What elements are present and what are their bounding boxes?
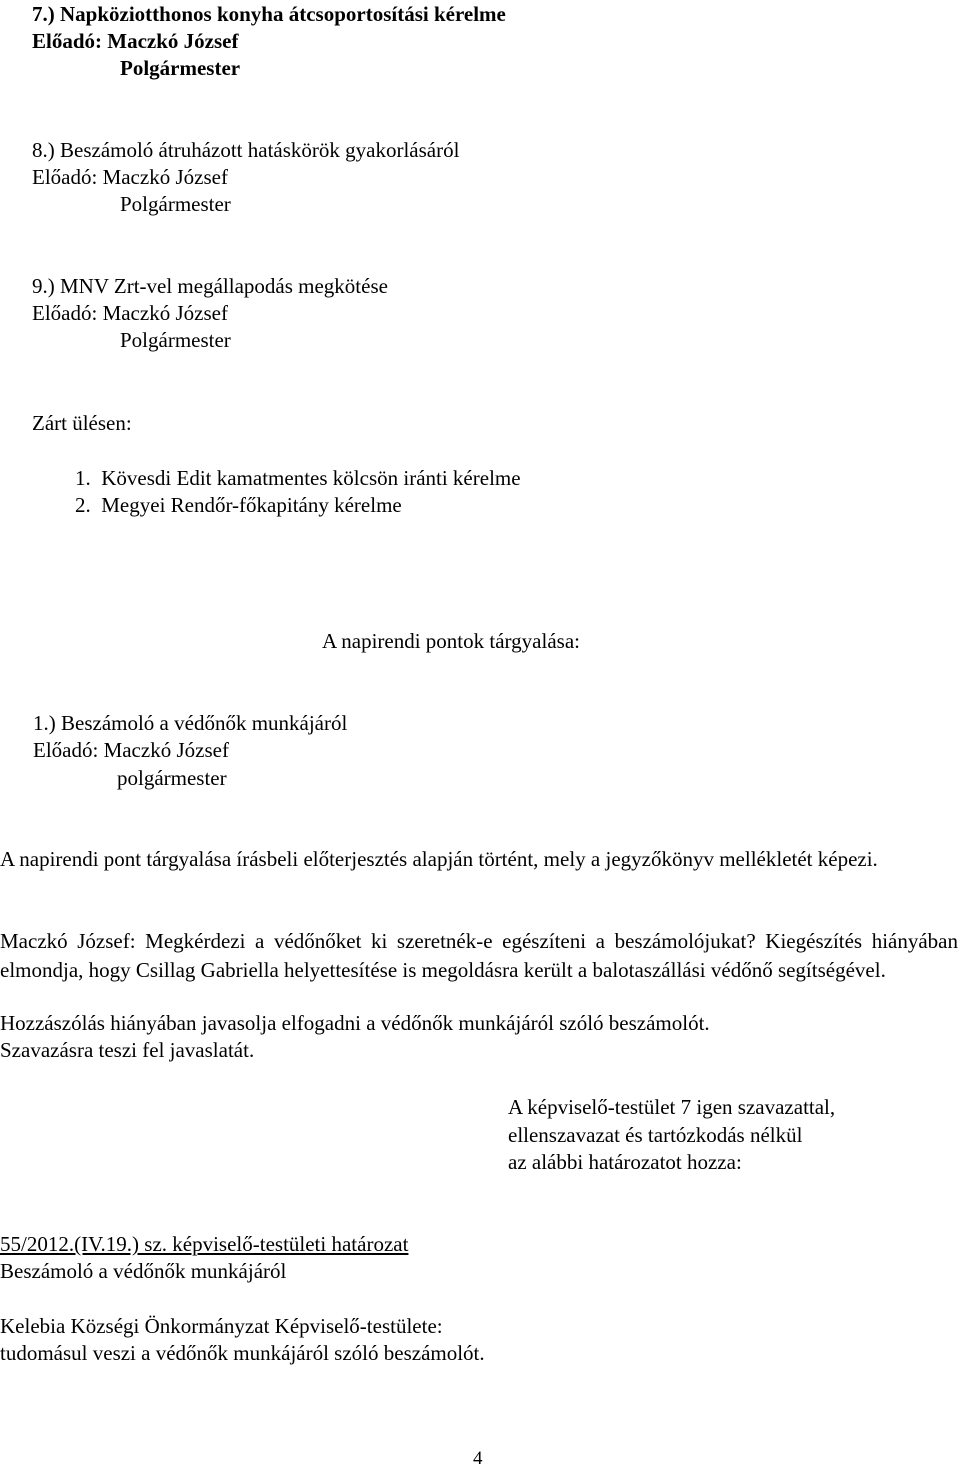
- agenda-item-8-role: Polgármester: [120, 192, 231, 216]
- agenda-item-7-title: 7.) Napköziotthonos konyha átcsoportosítási kérelme: [32, 2, 506, 26]
- closed-session-heading: Zárt ülésen:: [32, 411, 132, 435]
- vote-line-2: ellenszavazat és tartózkodás nélkül: [508, 1123, 803, 1147]
- resolution-text: tudomásul veszi a védőnők munkájáról szóló beszámolót.: [0, 1341, 485, 1365]
- resolution-number: 55/2012.(IV.19.) sz. képviselő-testületi határozat: [0, 1232, 409, 1256]
- item-1-presenter: Előadó: Maczkó József: [33, 738, 229, 762]
- agenda-item-9-role: Polgármester: [120, 328, 231, 352]
- agenda-item-8-title: 8.) Beszámoló átruházott hatáskörök gyakorlásáról: [32, 138, 460, 162]
- paragraph-proposal: Hozzászólás hiányában javasolja elfogadni a védőnők munkájáról szóló beszámolót.: [0, 1011, 710, 1035]
- vote-line-1: A képviselő-testület 7 igen szavazattal,: [508, 1095, 836, 1119]
- paragraph-speaker: [0, 927, 958, 985]
- speaker-name: Maczkó József: [0, 929, 130, 953]
- vote-line-3: az alábbi határozatot hozza:: [508, 1150, 742, 1174]
- closed-session-item-2: 2. Megyei Rendőr-főkapitány kérelme: [75, 493, 402, 517]
- item-1-title: 1.) Beszámoló a védőnők munkájáról: [33, 711, 348, 735]
- agenda-item-7-presenter: Előadó: Maczkó József: [32, 29, 239, 53]
- agenda-item-9-presenter: Előadó: Maczkó József: [32, 301, 228, 325]
- closed-session-item-1: 1. Kövesdi Edit kamatmentes kölcsön iránti kérelme: [75, 466, 521, 490]
- paragraph-presentation: A napirendi pont tárgyalása írásbeli előterjesztés alapján történt, mely a jegyzőkönyv mellékletét képezi.: [0, 847, 878, 871]
- item-1-role: polgármester: [117, 766, 227, 790]
- speaker-statement: : Megkérdezi a védőnőket ki szeretnék-e egészíteni a beszámolójukat? Kiegészítés hiányában elmondja, hogy Csillag Gabriella helyettesítése is megoldásra került a balotaszállási védőnő segítségével.: [0, 929, 958, 982]
- agenda-item-8-presenter: Előadó: Maczkó József: [32, 165, 228, 189]
- page-number: 4: [473, 1448, 483, 1469]
- resolution-body-heading: Kelebia Községi Önkormányzat Képviselő-testülete:: [0, 1314, 443, 1338]
- agenda-item-7-role: Polgármester: [120, 56, 241, 80]
- discussion-heading: A napirendi pontok tárgyalása:: [322, 629, 580, 653]
- resolution-subject: Beszámoló a védőnők munkájáról: [0, 1259, 287, 1283]
- paragraph-vote-call: Szavazásra teszi fel javaslatát.: [0, 1038, 255, 1062]
- agenda-item-9-title: 9.) MNV Zrt-vel megállapodás megkötése: [32, 274, 388, 298]
